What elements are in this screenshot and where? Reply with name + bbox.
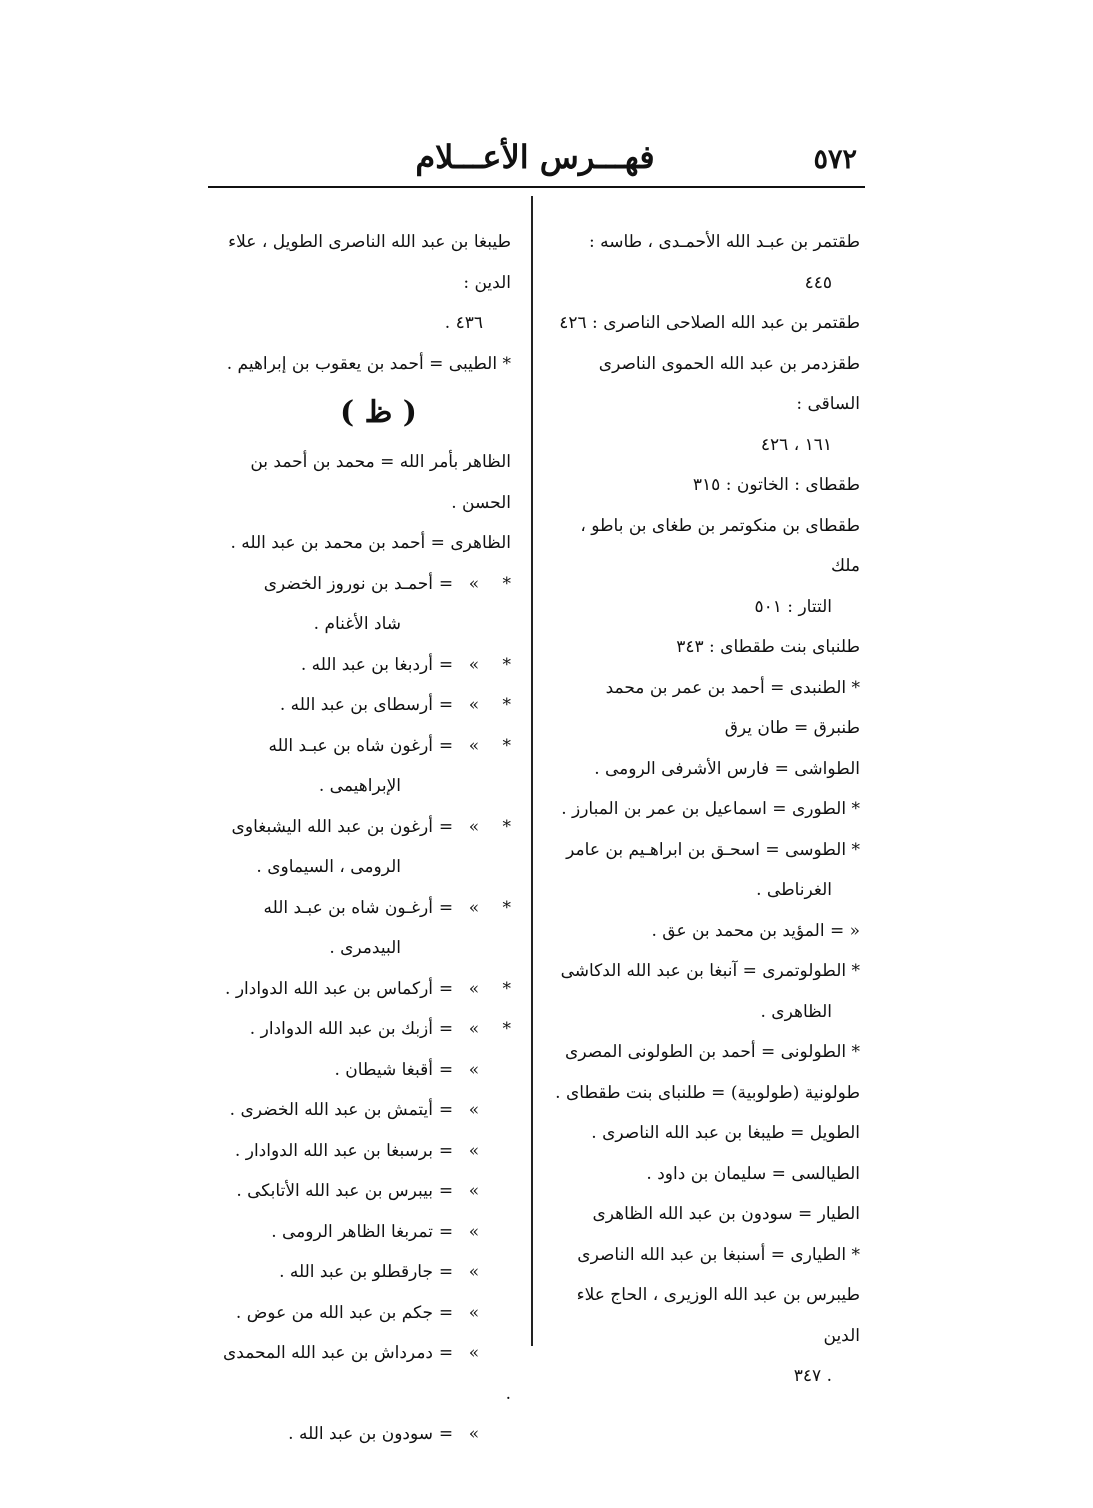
left-top-entries — [216, 222, 511, 384]
entry-name: دمرداش بن عبد الله المحمدى . — [223, 1343, 511, 1404]
entry-name: أرغون شاه بن عبـد الله — [268, 735, 433, 756]
index-entry — [555, 1154, 860, 1195]
star-marker: * — [502, 1019, 511, 1039]
entry-text: * الطيبى = أحمد بن يعقوب بن إبراهيم . — [226, 353, 511, 374]
entry-text: طلنباى بنت طقطاى : ٣٤٣ — [676, 637, 860, 657]
entry-name: أزبك بن عبد الله الدوادار . — [249, 1019, 433, 1039]
index-entry — [555, 789, 860, 830]
header-rule — [208, 186, 865, 188]
index-entry — [555, 222, 860, 303]
ditto-entries — [216, 564, 511, 1455]
index-entry — [216, 442, 511, 523]
equals-sign: = — [438, 1181, 454, 1201]
index-entry — [555, 1235, 860, 1276]
ditto-mark: » — [468, 573, 480, 594]
entry-name: أحمـد بن نوروز الخضرى — [263, 573, 433, 594]
star-marker: * — [502, 695, 511, 715]
star-marker: * — [502, 816, 511, 837]
page-title: فهـــرس الأعـــلام — [415, 138, 655, 176]
ditto-entry — [216, 1333, 511, 1414]
equals-sign: = — [438, 1262, 454, 1282]
index-entry — [555, 506, 860, 628]
star-marker: * — [502, 897, 511, 918]
ditto-line — [232, 817, 511, 837]
equals-sign: = — [438, 573, 454, 594]
entry-text: * الطنبدى = أحمد بن عمر بن محمد — [605, 677, 860, 698]
entry-name: برسبغا بن عبد الله الدوادار . — [234, 1140, 433, 1161]
entry-continuation: البيدمرى . — [329, 938, 401, 958]
ditto-entry — [216, 1009, 511, 1050]
ditto-mark: » — [468, 1262, 480, 1282]
ditto-entry — [216, 564, 511, 645]
ditto-line — [223, 1343, 511, 1404]
index-entry — [216, 523, 511, 564]
ditto-entry — [216, 1090, 511, 1131]
entry-text: الظاهر بأمر الله = محمد بن أحمد بن الحسن . — [250, 452, 511, 513]
page-number: ٥٧٢ — [813, 144, 857, 175]
entry-text: * الطورى = اسماعيل بن عمر بن المبارز . — [561, 799, 860, 819]
entry-continuation: ٤٣٦ . — [444, 313, 483, 333]
entry-text: طقزدمر بن عبد الله الحموى الناصرى الساقى : — [598, 353, 860, 414]
ditto-mark: » — [468, 654, 480, 675]
entry-name: تمربغا الظاهر الرومى . — [271, 1221, 433, 1242]
index-entry — [555, 465, 860, 506]
ditto-line — [334, 1060, 511, 1080]
index-entry — [555, 1275, 860, 1397]
ditto-line — [288, 1424, 511, 1444]
ditto-mark: » — [468, 1019, 480, 1039]
equals-sign: = — [438, 897, 454, 918]
index-entry — [555, 708, 860, 749]
entry-text: طقطاى بن منكوتمر بن طغاى بن باطو ، ملك — [580, 515, 860, 576]
ditto-line — [236, 1181, 511, 1201]
ditto-line — [264, 574, 511, 594]
index-entry — [216, 222, 511, 344]
ditto-entry — [216, 1171, 511, 1212]
ditto-entry — [216, 1131, 511, 1172]
ditto-line — [280, 695, 511, 715]
ditto-mark: » — [468, 897, 480, 918]
index-entry — [555, 951, 860, 1032]
entry-text: طقتمر بن عبـد الله الأحمـدى ، طاسه : — [588, 232, 860, 252]
left-column — [216, 222, 511, 1455]
equals-sign: = — [438, 1343, 454, 1363]
ditto-entry — [216, 685, 511, 726]
ditto-entry — [216, 645, 511, 686]
entry-name: بيبرس بن عبد الله الأتابكى . — [236, 1181, 433, 1201]
right-entries — [555, 222, 860, 1397]
ditto-line — [301, 655, 511, 675]
ditto-mark: » — [468, 1059, 480, 1080]
index-entry — [555, 911, 860, 952]
ditto-line — [235, 1141, 511, 1161]
entry-name: جكم بن عبد الله من عوض . — [235, 1302, 433, 1323]
ditto-entry — [216, 1414, 511, 1455]
star-marker: * — [502, 735, 511, 756]
ditto-mark: » — [468, 1343, 480, 1363]
entry-text: طولونية (طولوبية) = طلنباى بنت طقطاى . — [555, 1082, 860, 1103]
ditto-mark: » — [468, 695, 480, 715]
entry-text: * الطيارى = أسنبغا بن عبد الله الناصرى — [577, 1244, 860, 1265]
equals-sign: = — [438, 1221, 454, 1242]
entry-text: * الطولونى = أحمد بن الطولونى المصرى — [565, 1042, 860, 1062]
ditto-entry — [216, 888, 511, 969]
entry-text: طيبغا بن عبد الله الناصرى الطويل ، علاء الدين : — [228, 232, 511, 293]
entry-continuation: ١٦١ ، ٤٢٦ — [760, 434, 832, 455]
equals-sign: = — [438, 1019, 454, 1039]
page-header — [205, 138, 865, 184]
entry-name: أردبغا بن عبد الله . — [300, 654, 433, 675]
index-entry — [555, 344, 860, 466]
index-entry — [216, 344, 511, 385]
entry-text: * الطولوتمرى = آنبغا بن عبد الله الدكاشى — [560, 961, 860, 981]
entry-text: طيبرس بن عبد الله الوزيرى ، الحاج علاء الدين — [576, 1285, 860, 1346]
entry-text: طنبرق = طان يرق — [724, 718, 860, 738]
ditto-entry — [216, 1293, 511, 1334]
index-entry — [555, 749, 860, 790]
ditto-line — [268, 736, 511, 756]
equals-sign: = — [438, 816, 454, 837]
entry-name: أركماس بن عبد الله الدوادار . — [225, 978, 433, 999]
entry-name: أيتمش بن عبد الله الخضرى . — [229, 1100, 433, 1120]
entry-text: طقطاى : الخاتون : ٣١٥ — [692, 475, 860, 495]
right-column — [555, 222, 860, 1397]
star-marker: * — [502, 978, 511, 999]
entry-text: « = المؤيد بن محمد بن عق . — [651, 920, 860, 941]
entry-text: الطويل = طيبغا بن عبد الله الناصرى . — [591, 1123, 860, 1143]
entry-text: الظاهرى = أحمد بن محمد بن عبد الله . — [230, 533, 511, 553]
ditto-mark: » — [468, 978, 480, 999]
equals-sign: = — [438, 1140, 454, 1161]
left-entries — [216, 442, 511, 564]
entry-continuation: الرومى ، السيماوى . — [256, 857, 401, 877]
entry-name: أرغون بن عبد الله اليشبغاوى — [231, 816, 433, 837]
entry-continuation: الإبراهيمى . — [318, 776, 401, 796]
equals-sign: = — [438, 695, 454, 715]
equals-sign: = — [438, 1424, 454, 1444]
entry-continuation: الظاهرى . — [760, 1001, 832, 1022]
ditto-mark: » — [468, 1302, 480, 1323]
ditto-mark: » — [468, 1221, 480, 1242]
index-entry — [555, 303, 860, 344]
ditto-mark: » — [468, 1424, 480, 1444]
entry-text: الطيار = سودون بن عبد الله الظاهرى — [592, 1204, 860, 1224]
entry-continuation: الغرناطى . — [756, 880, 832, 900]
index-entry — [555, 1194, 860, 1235]
section-letter: ( ظ ) — [339, 395, 418, 430]
index-entry — [555, 1032, 860, 1073]
index-entry — [555, 627, 860, 668]
ditto-entry — [216, 1050, 511, 1091]
ditto-entry — [216, 1252, 511, 1293]
ditto-line — [236, 1303, 511, 1323]
equals-sign: = — [438, 1100, 454, 1120]
ditto-line — [230, 1100, 511, 1120]
entry-text: * الطوسى = اسحـق بن ابراهـيم بن عامر — [566, 839, 860, 860]
entry-continuation: . ٣٤٧ — [793, 1366, 832, 1386]
index-entry — [555, 830, 860, 911]
ditto-line — [271, 1222, 511, 1242]
entry-text: الطيالسى = سليمان بن داود . — [646, 1163, 860, 1184]
entry-continuation: ٤٤٥ — [804, 272, 832, 293]
ditto-line — [279, 1262, 511, 1282]
equals-sign: = — [438, 735, 454, 756]
index-entry — [555, 1073, 860, 1114]
entry-text: طقتمر بن عبد الله الصلاحى الناصرى : ٤٢٦ — [559, 313, 860, 333]
entry-continuation: شاد الأغنام . — [313, 614, 401, 634]
ditto-mark: » — [468, 1181, 480, 1201]
ditto-mark: » — [468, 1100, 480, 1120]
entry-text: الطواشى = فارس الأشرفى الرومى . — [594, 758, 860, 779]
entry-name: أرسطاى بن عبد الله . — [279, 695, 433, 715]
entry-name: سودون بن عبد الله . — [288, 1424, 433, 1444]
ditto-entry — [216, 807, 511, 888]
entry-name: أقبغا شيطان . — [334, 1059, 433, 1080]
column-divider — [531, 196, 533, 1346]
index-entry — [555, 1113, 860, 1154]
ditto-line — [250, 1019, 511, 1039]
index-entry — [555, 668, 860, 709]
entry-name: أرغـون شاه بن عبـد الله — [263, 897, 433, 918]
ditto-entry — [216, 969, 511, 1010]
ditto-mark: » — [468, 816, 480, 837]
ditto-entry — [216, 726, 511, 807]
equals-sign: = — [438, 654, 454, 675]
star-marker: * — [502, 654, 511, 675]
entry-continuation: التتار : ٥٠١ — [754, 596, 832, 617]
ditto-mark: » — [468, 735, 480, 756]
entry-name: جارقطلو بن عبد الله . — [279, 1262, 433, 1282]
equals-sign: = — [438, 1302, 454, 1323]
ditto-entry — [216, 1212, 511, 1253]
equals-sign: = — [438, 978, 454, 999]
ditto-line — [263, 898, 511, 918]
ditto-line — [225, 979, 511, 999]
ditto-mark: » — [468, 1140, 480, 1161]
star-marker: * — [502, 573, 511, 594]
equals-sign: = — [438, 1059, 454, 1080]
